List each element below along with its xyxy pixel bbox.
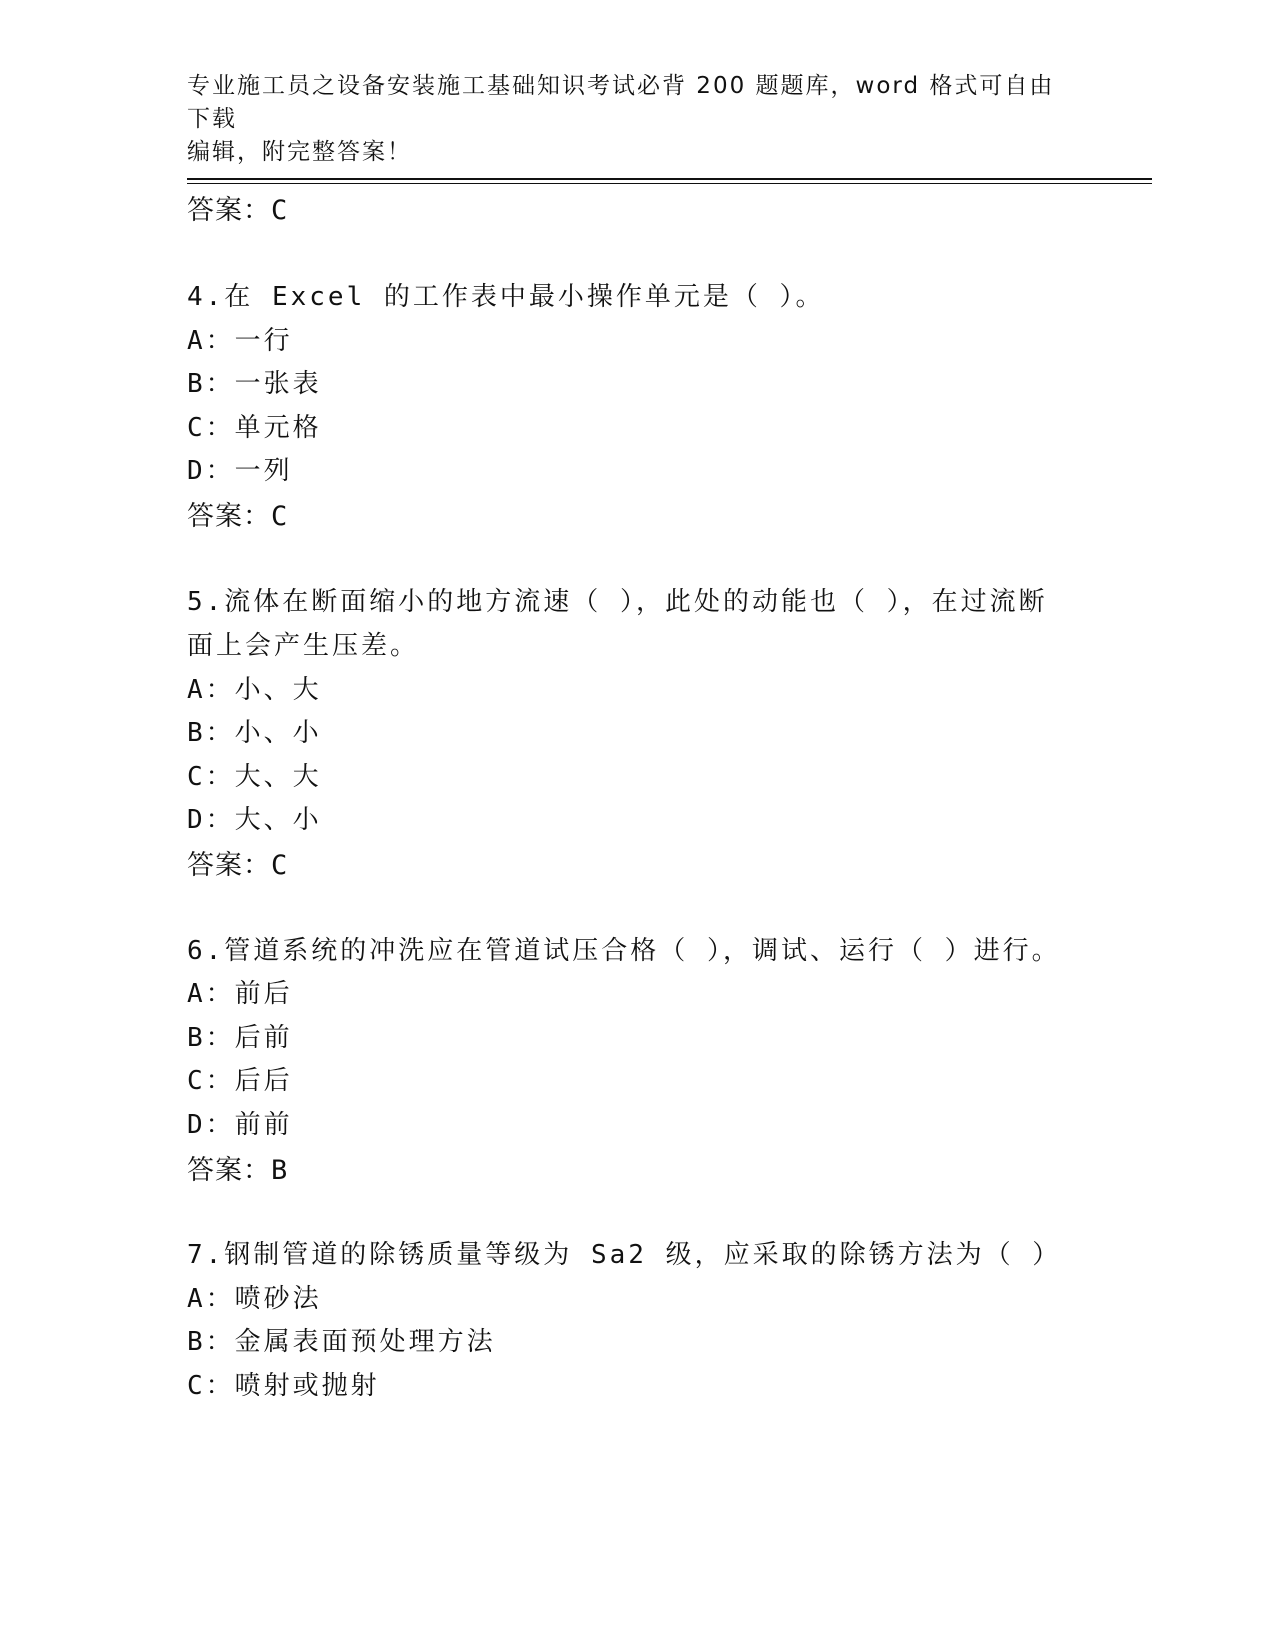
option-b: B：小、小	[187, 718, 322, 748]
question-stem-continued: 面上会产生压差。	[187, 631, 420, 661]
answer-label: 答案：	[187, 1155, 271, 1186]
question-stem: 6.管道系统的冲洗应在管道试压合格（ ），调试、运行（ ）进行。	[187, 936, 1061, 966]
page-header	[187, 70, 1067, 169]
option-c: C：喷射或抛射	[187, 1371, 380, 1401]
option-a: A：小、大	[187, 675, 322, 705]
option-d: D：前前	[187, 1110, 293, 1140]
option-a: A：一行	[187, 326, 293, 356]
answer-value: C	[271, 195, 289, 226]
option-c: C：后后	[187, 1066, 293, 1096]
answer-value: C	[271, 501, 289, 532]
answer-line	[187, 843, 288, 882]
answer-label: 答案：	[187, 850, 271, 881]
question-stem: 4.在 Excel 的工作表中最小操作单元是（ ）。	[187, 282, 825, 312]
option-b: B：后前	[187, 1023, 293, 1053]
answer-line	[187, 494, 288, 533]
option-c: C：单元格	[187, 413, 322, 443]
option-b: B：一张表	[187, 369, 322, 399]
question-stem: 7.钢制管道的除锈质量等级为 Sa2 级，应采取的除锈方法为（ ）	[187, 1240, 1062, 1270]
answer-line	[187, 188, 288, 227]
option-a: A：前后	[187, 979, 293, 1009]
answer-value: B	[271, 1155, 289, 1186]
answer-label: 答案：	[187, 501, 271, 532]
option-b: B：金属表面预处理方法	[187, 1327, 496, 1357]
question-stem: 5.流体在断面缩小的地方流速（ ），此处的动能也（ ），在过流断	[187, 587, 1048, 617]
option-a: A：喷砂法	[187, 1284, 322, 1314]
option-d: D：一列	[187, 456, 293, 486]
option-d: D：大、小	[187, 805, 322, 835]
answer-label: 答案：	[187, 195, 271, 226]
header-line-1: 专业施工员之设备安装施工基础知识考试必背 200 题题库，word 格式可自由下载	[187, 73, 1055, 132]
answer-line	[187, 1148, 288, 1187]
answer-value: C	[271, 850, 289, 881]
header-divider-thin	[187, 183, 1152, 184]
header-divider	[187, 178, 1152, 180]
header-line-2: 编辑，附完整答案！	[187, 139, 412, 165]
option-c: C：大、大	[187, 762, 322, 792]
